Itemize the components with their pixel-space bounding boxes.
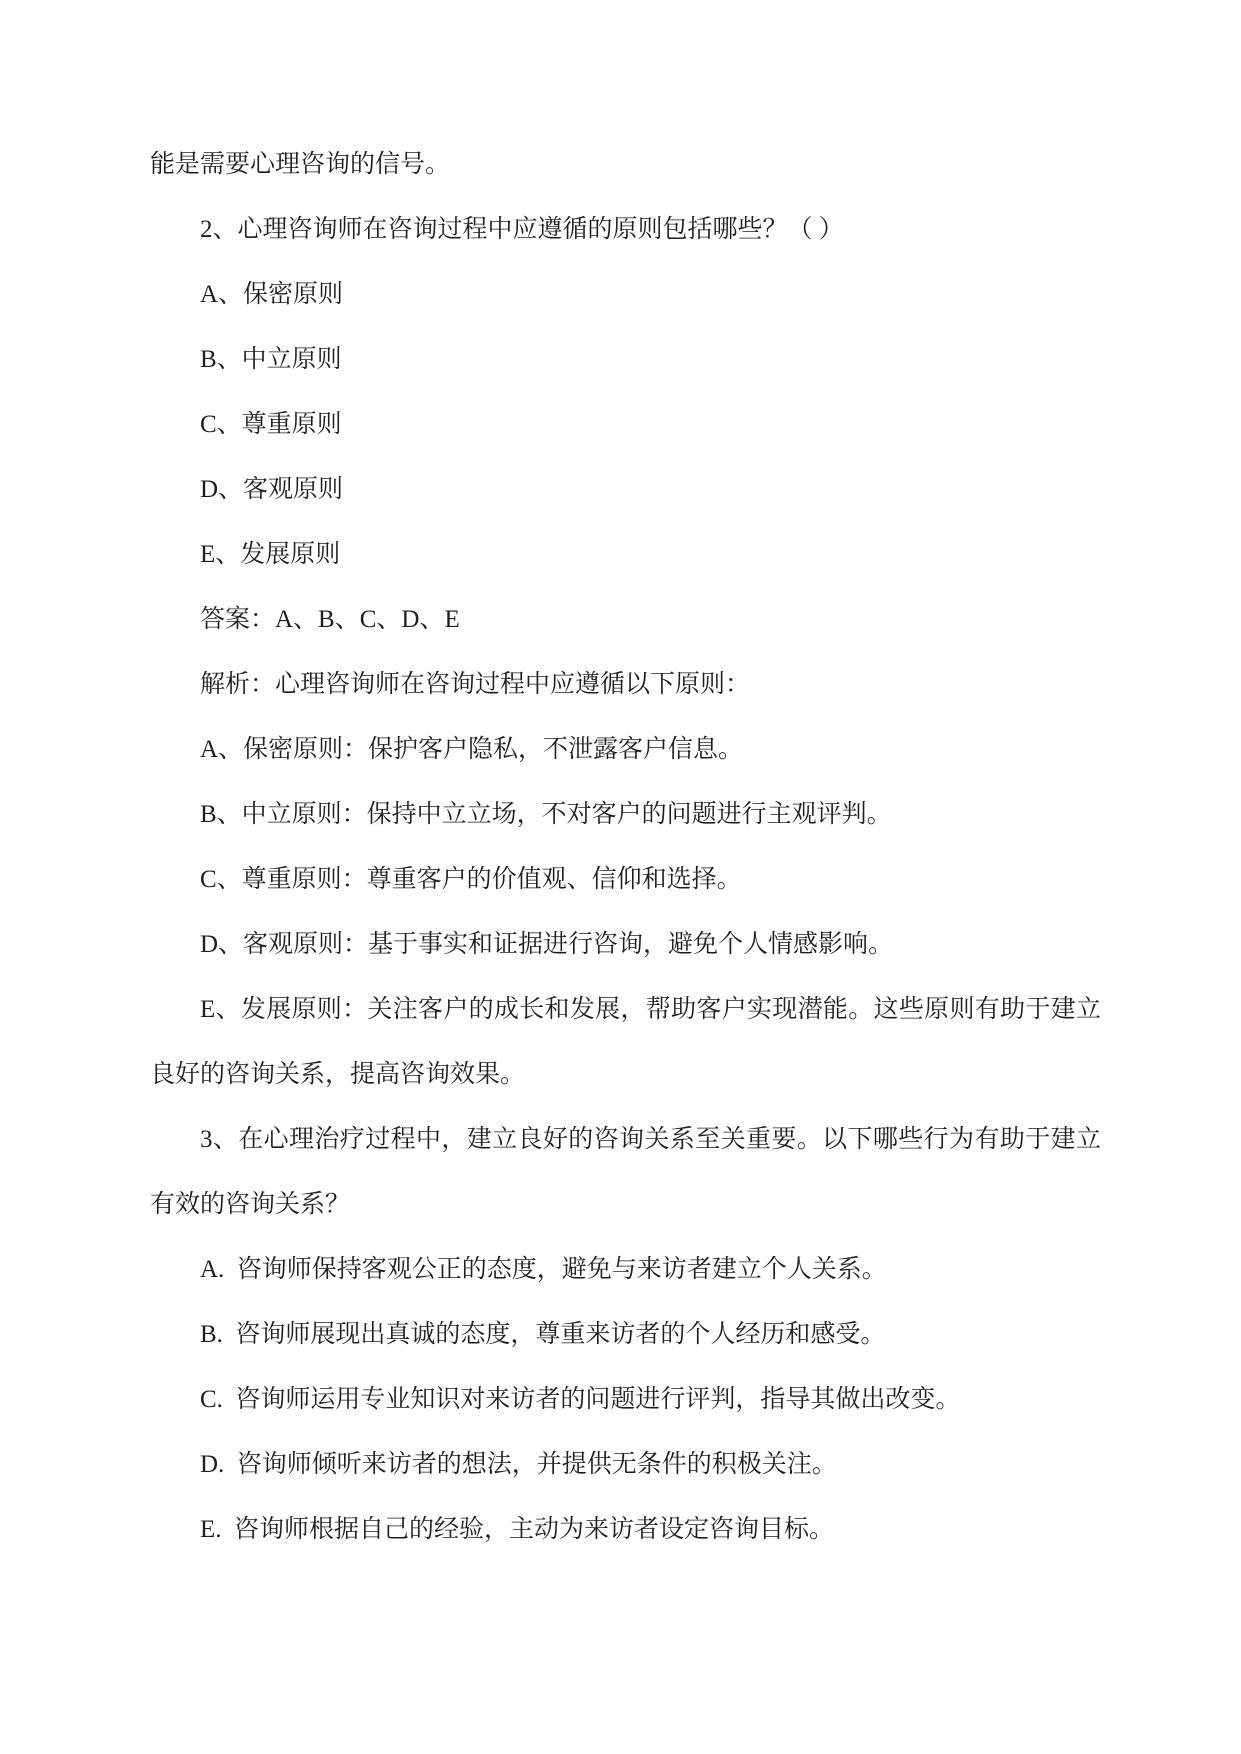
question-2-option: C、尊重原则 [200,411,342,438]
question-2-option: B、中立原则 [200,346,342,373]
question-2-title: 2、心理咨询师在咨询过程中应遵循的原则包括哪些？（ ） [200,216,844,243]
question-2-analysis-points [150,717,1101,1107]
question-2-analysis-point: C、尊重原则：尊重客户的价值观、信仰和选择。 [200,866,742,893]
question-2-option: D、客观原则 [200,476,344,503]
question-3-option: C. 咨询师运用专业知识对来访者的问题进行评判，指导其做出改变。 [200,1386,961,1413]
question-2-options [150,262,1101,587]
question-3-option: E. 咨询师根据自己的经验，主动为来访者设定咨询目标。 [200,1516,835,1543]
question-3-option: B. 咨询师展现出真诚的态度，尊重来访者的个人经历和感受。 [200,1321,886,1348]
question-2-analysis-point: A、保密原则：保护客户隐私，不泄露客户信息。 [200,736,744,763]
question-2-answer: 答案：A、B、C、D、E [200,606,460,633]
question-2-analysis-point: E、发展原则：关注客户的成长和发展，帮助客户实现潜能。这些原则有助于建立良好的咨询关系，提高咨询效果。 [150,996,1101,1088]
question-2-analysis-point: D、客观原则：基于事实和证据进行咨询，避免个人情感影响。 [200,931,894,958]
question-3-title: 3、在心理治疗过程中，建立良好的咨询关系至关重要。以下哪些行为有助于建立有效的咨询关系？ [150,1126,1101,1218]
question-2 [150,197,1101,1107]
question-3-option: D. 咨询师倾听来访者的想法，并提供无条件的积极关注。 [200,1451,837,1478]
question-2-analysis-intro: 解析：心理咨询师在咨询过程中应遵循以下原则： [200,671,751,698]
continuation-text: 能是需要心理咨询的信号。 [150,151,451,178]
question-2-analysis-point: B、中立原则：保持中立立场，不对客户的问题进行主观评判。 [200,801,892,828]
question-2-option: E、发展原则 [200,541,341,568]
question-3 [150,1107,1101,1562]
question-2-option: A、保密原则 [200,281,344,308]
question-3-options [150,1237,1101,1562]
question-3-option: A. 咨询师保持客观公正的态度，避免与来访者建立个人关系。 [200,1256,887,1283]
